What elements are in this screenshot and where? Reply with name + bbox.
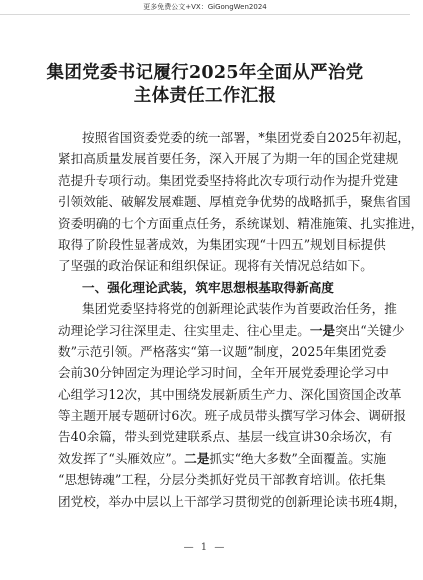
top-banner <box>0 0 410 14</box>
banner-divider <box>0 14 410 15</box>
text-line: 按照省国资委党委的统一部署，*集团党委自2025年初起， <box>82 130 411 145</box>
text-line: “思想铸魂”工程，分层分类抓好党员干部教育培训。依托集 <box>58 472 386 488</box>
text-line-mixed <box>58 448 387 469</box>
text-line: 集团党委坚持将党的创新理论武装作为首要政治任务，推 <box>82 301 397 317</box>
text-line: 资委明确的七个方面重点任务，系统谋划、精准施策、扎实推进， <box>58 215 423 231</box>
text-line: 引领效能、破解发展难题、厚植竞争优势的战略抓手，聚焦省国 <box>58 194 411 210</box>
banner-text: 更多免费公文+VX：GiGongWen2024 <box>143 3 267 11</box>
text-run: 动理论学习往深里走、往实里走、往心里走。 <box>58 322 310 338</box>
text-line: 团党校，举办中层以上干部学习贯彻党的创新理论读书班4期， <box>58 493 407 509</box>
text-line: 紧扣高质量发展首要任务，深入开展了为期一年的国企党建规 <box>58 151 399 167</box>
text-run: 效发挥了“头雁效应”。 <box>58 450 185 466</box>
text-line: 取得了阶段性显著成效，为集团实现“十四五”规划目标提供 <box>58 236 386 252</box>
document-body <box>58 127 423 512</box>
title-line-1: 集团党委书记履行2025年全面从严治党 <box>46 63 364 83</box>
text-line: 心组学习12次，其中围绕发展新质生产力、深化国资国企改革 <box>58 386 402 402</box>
text-line: 告40余篇，带头到党建联系点、基层一线宣讲30余场次，有 <box>58 429 393 445</box>
text-run: 突出“关键少 <box>335 322 405 338</box>
text-line: 范提升专项行动。集团党委坚持将此次专项行动作为提升党建 <box>58 172 399 188</box>
emphasis-run: 二是 <box>184 450 210 466</box>
text-line: 会前30分钟固定为理论学习时间，全年开展党委理论学习中 <box>58 365 389 381</box>
document-title <box>0 62 410 108</box>
text-line: 数”示范引领。严格落实“第一议题”制度，2025年集团党委 <box>58 343 387 359</box>
text-line: 等主题开展专题研讨6次。班子成员带头撰写学习体会、调研报 <box>58 408 407 424</box>
emphasis-run: 一是 <box>309 322 336 338</box>
page-number: — 1 — <box>183 542 227 553</box>
paragraph-section-1 <box>58 298 407 512</box>
text-line: 了坚强的政治保证和组织保证。现将有关情况总结如下。 <box>58 258 373 274</box>
section-heading: 一、强化理论武装，筑牢思想根基取得新高度 <box>82 279 334 295</box>
paragraph-intro <box>58 127 423 277</box>
text-line-mixed <box>58 320 405 341</box>
text-run: 抓实“绝大多数”全面覆盖。实施 <box>209 450 387 466</box>
title-line-2: 主体责任工作汇报 <box>133 86 277 106</box>
